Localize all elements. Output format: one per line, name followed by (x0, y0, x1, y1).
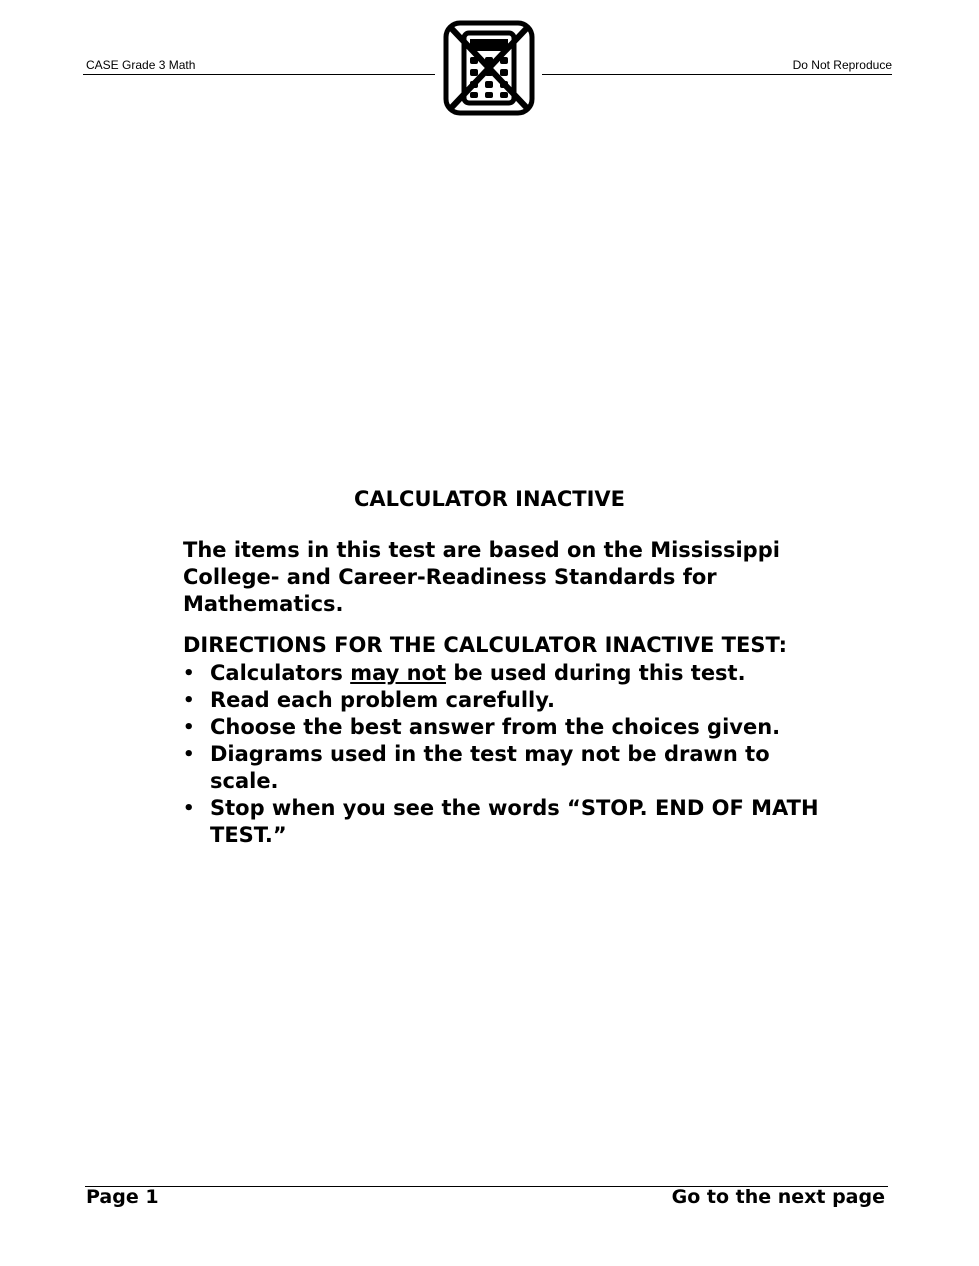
directions-heading: DIRECTIONS FOR THE CALCULATOR INACTIVE TEST: (183, 633, 788, 657)
intro-paragraph: The items in this test are based on the Mississippi College- and Career-Readiness Standards for Mathematics. (183, 538, 780, 616)
header-rule-left (83, 74, 435, 75)
next-page-prompt: Go to the next page (671, 1186, 885, 1208)
bullet-icon: • (183, 798, 195, 819)
bullet-icon: • (183, 663, 195, 684)
directions-list (183, 660, 823, 849)
no-calculator-icon (442, 19, 536, 117)
directions-item-text: Choose the best answer from the choices given. (210, 715, 781, 739)
directions-item-text: Stop when you see the words “STOP. END OF MATH TEST.” (210, 796, 819, 847)
directions-item-text-start: Calculators (210, 661, 351, 685)
header-title: CASE Grade 3 Math (86, 58, 196, 72)
header-rule-right (542, 74, 892, 75)
directions-item-emphasis: may not (350, 661, 447, 685)
directions-item (183, 660, 823, 687)
directions-item (183, 714, 823, 741)
directions-item (183, 795, 823, 849)
bullet-icon: • (183, 690, 195, 711)
page-number: Page 1 (86, 1186, 159, 1208)
bullet-icon: • (183, 744, 195, 765)
directions-item-text-end: be used during this test. (446, 661, 746, 685)
directions-item-text: Read each problem carefully. (210, 688, 555, 712)
directions-item (183, 741, 823, 795)
header-notice: Do Not Reproduce (792, 58, 892, 72)
directions-item (183, 687, 823, 714)
directions-item-text: Diagrams used in the test may not be drawn to scale. (210, 742, 770, 793)
section-title: CALCULATOR INACTIVE (354, 487, 625, 511)
bullet-icon: • (183, 717, 195, 738)
